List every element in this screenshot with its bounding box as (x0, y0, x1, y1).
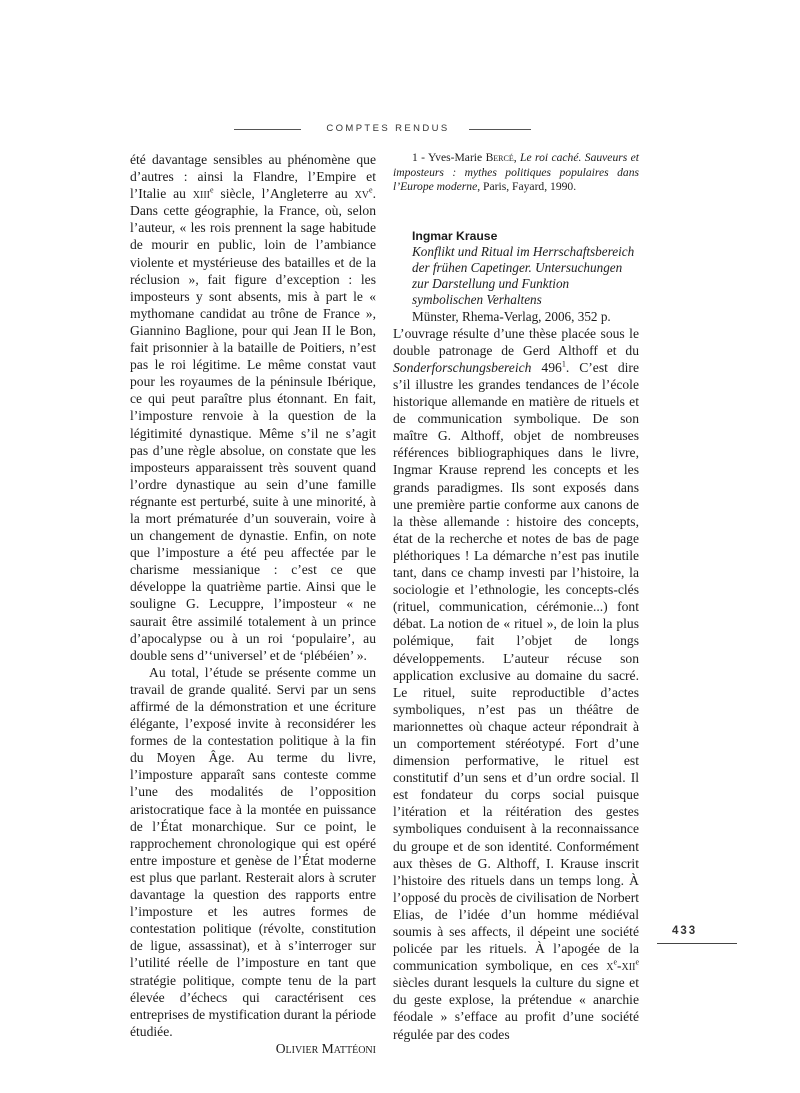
page-number: 433 (672, 925, 698, 937)
reviewer-signature: Olivier Mattéoni (275, 1040, 376, 1056)
section-title: COMPTES RENDUS (326, 123, 450, 134)
left-column (130, 151, 376, 1057)
right-column (393, 151, 639, 1043)
header-rule-right (469, 129, 531, 130)
book-title: Konflikt und Ritual im Herrschaftsbereich der frühen Capetinger. Untersuchungen zur Darstellung und Funktion symbolischen Verhaltens (412, 243, 635, 308)
running-header (0, 123, 800, 137)
paragraph: Au total, l’étude se présente comme un travail de grande qualité. Servi par un sens affirmé de la démonstration et une écriture élégante, l’exposé invite à reconsidérer les formes de la contestation politique à la fin du Moyen Âge. Au terme du livre, l’imposture apparaît sans conteste comme l’une des modalités de l’opposition aristocratique face à la montée en puissance de l’État monarchique. Sur ce point, le rapprochement chronologique qui est opéré entre imposture et genèse de l’État moderne est plus que parlant. Resterait alors à scruter davantage la question des rapports entre l’imposture et les autres formes de contestation politique (révolte, constitution de ligue, assassinat), et à s’interroger sur l’utilité réelle de l’imposture en tant que stratégie politique, compte tenu de la part élevée d’échecs qui caractérisent ces entreprises de mystification durant la période étudiée. (130, 664, 376, 1039)
page-number-rule (657, 943, 737, 944)
review-author: Ingmar Krause (412, 228, 498, 243)
paragraph: été davantage sensibles au phénomène que d’autres : ainsi la Flandre, l’Empire et l’Italie au xiii$^e$ siècle, l’Angleterre au $xv^e$. Dans cette géographie, la France, où, selon l’auteur, « les rois prennent la sage habitude de mourir en public, loin de l’ambiance violente et mystérieuse des batailles et de la réclusion », fait figure d’exception : les imposteurs y sont absents, mis à part le « mythomane candidat au trône de France », Giannino Baglione, pour qui Jean II le Bon, fait prisonnier à la bataille de Poitiers, n’est pas le roi légitime. Le même constat vaut pour les royaumes de la péninsule Ibérique, ce qui peut paraître plus étonnant. En fait, l’imposture renvoie à la question de la légitimité dynastique. Même s’il ne s’agit pas d’une règle absolue, on constate que les imposteurs apparaissent très souvent quand l’ordre dynastique au sein d’une famille régnante est perturbé, suite à une minorité, à la mort prématurée d’un souverain, voire à un changement de dynastie. Enfin, on note que l’imposture a été peu affectée par le charisme messianique : c’est ce que développe la quatrième partie. Ainsi que le souligne G. Lecuppre, l’imposteur « ne saurait être assimilé totalement à un prince d’apocalypse ou à un roi ‘populaire’, au double sens d’‘universel’ et de ‘plébéien’ ». (130, 152, 376, 663)
footnote: 1 - Yves-Marie Bercé, Le roi caché. Sauveurs et imposteurs : mythes politiques populaires dans l’Europe moderne, Paris, Fayard, 1990. (393, 151, 640, 193)
header-rule-left (234, 129, 301, 130)
paragraph: L’ouvrage résulte d’une thèse placée sous le double patronage de Gerd Althoff et du Sonderforschungsbereich $496^1$. C’est dire s’il illustre les grandes tendances de l’école historique allemande en matière de rituels et de communication symbolique. De son maître G. Althoff, objet de nombreuses références bibliographiques dans le livre, Ingmar Krause reprend les concepts et les grands paradigmes. Ils sont exposés dans une première partie conforme aux canons de la thèse allemande : histoire des concepts, état de la recherche et notes de bas de page pléthoriques ! La démarche n’est pas inutile tant, dans ce champ investi par l’histoire, la sociologie et l’ethnologie, les concepts-clés (rituel, communication, cérémonie...) font débat. La notion de « rituel », de loin la plus polémique, fait l’objet de longs développements. L’auteur récuse son application exclusive au domaine du sacré. Le rituel, suite reproductible d’actes symboliques, n’est pas un théâtre de marionnettes où chaque acteur répondrait à un comportement stéréotypé. Fort d’une dimension performative, le rituel est constitutif d’un sens et d’un ordre social. Il est fondateur du corps social puisque l’itération et la réitération des gestes symboliques conduisent à la reconnaissance du groupe et de son identité. Conformément aux thèses de G. Althoff, I. Krause inscrit l’histoire des rituels dans un temps long. À l’opposé du procès de civilisation de Norbert Elias, de l’idée d’un homme médiéval soumis à ses affects, il dépeint une société policée par les rituels. À l’apogée de la communication symbolique, en ces $x^e-xii^e$ siècles durant lesquels la culture du signe et du geste explose, la prétendue « anarchie féodale » s’efface au profit d’une société régulée par des codes (393, 325, 639, 1042)
publication-info: Münster, Rhema-Verlag, 2006, 352 p. (412, 308, 611, 324)
review-heading (393, 228, 639, 325)
